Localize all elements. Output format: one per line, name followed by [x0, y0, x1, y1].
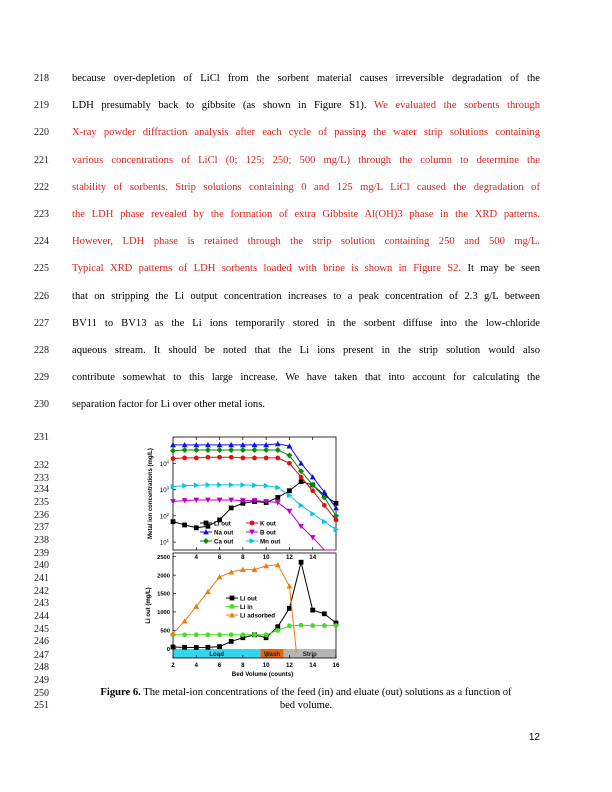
y-tick-label: 500 — [160, 628, 170, 635]
text-segment: BV11 to BV13 as the Li ions temporarily stored in the sorbent diffuse into the low-chloride — [72, 317, 540, 329]
y-tick-label: $10^3$ — [159, 485, 169, 495]
x-tick-label: 2 — [171, 662, 175, 669]
data-point — [252, 456, 257, 461]
y-axis-title: Metal ion concentrations (mg/L) — [148, 448, 154, 539]
highlighted-text: Typical XRD patterns of LDH sorbents loaded with brine is shown in Figure S2. — [72, 263, 462, 275]
data-point — [334, 517, 339, 522]
data-point — [310, 488, 315, 493]
data-point — [217, 455, 222, 460]
highlighted-text: However, LDH phase is retained through the strip solution containing 250 and 500 mg/L. — [72, 236, 540, 248]
legend-label: Li out — [240, 595, 257, 603]
text-segment: contribute somewhat to this large increase. We have taken that into account for calculating the — [72, 372, 540, 384]
y-axis-title: Li out (mg/L) — [146, 587, 152, 624]
x-tick-label: 12 — [285, 554, 293, 561]
legend-label: Li adsorbed — [240, 612, 276, 620]
data-point — [193, 447, 199, 453]
data-point — [205, 447, 211, 453]
data-point — [229, 455, 234, 460]
line-number: 240 — [34, 560, 49, 571]
data-point — [275, 456, 280, 461]
line-number: 227 — [34, 317, 49, 329]
figure-caption — [72, 686, 540, 712]
line-number: 236 — [34, 510, 49, 521]
data-point — [217, 482, 222, 488]
highlighted-text: various concentrations of LiCl (0; 125; 250; 500 mg/L) through the column to determine the — [72, 154, 540, 166]
data-point — [229, 506, 234, 511]
line-number: 222 — [34, 181, 49, 193]
data-point — [252, 447, 258, 453]
x-tick-label: 10 — [262, 554, 270, 561]
data-point — [171, 519, 176, 524]
line-number: 235 — [34, 497, 49, 508]
legend-label: Na out — [214, 529, 234, 537]
x-tick-label: 14 — [309, 554, 317, 561]
data-point — [182, 483, 187, 489]
line-number: 233 — [34, 473, 49, 484]
x-axis-title: Bed Volume (counts) — [231, 671, 294, 678]
data-point — [287, 583, 293, 588]
data-point — [206, 482, 211, 488]
data-point — [264, 632, 269, 637]
data-point — [322, 623, 327, 628]
legend-marker — [230, 596, 235, 601]
data-point — [275, 447, 281, 453]
y-tick-label: 1000 — [157, 610, 170, 617]
data-point — [217, 574, 223, 579]
line-number: 232 — [34, 460, 49, 471]
legend-marker — [230, 604, 235, 609]
y-tick-label: $10^1$ — [159, 538, 169, 547]
line-number: 224 — [34, 236, 49, 248]
data-point — [275, 495, 280, 500]
line-number: 243 — [34, 598, 49, 609]
highlighted-text: We evaluated the sorbents through — [373, 100, 540, 112]
data-point — [322, 611, 327, 616]
data-point — [287, 488, 292, 493]
highlighted-text: the LDH phase revealed by the formation of extra Gibbsite Al(OH)3 phase in the XRD patterns. — [72, 209, 540, 220]
line-number: 251 — [34, 700, 49, 711]
legend-label: Li out — [214, 520, 231, 528]
data-point — [182, 632, 187, 637]
text-segment: that on stripping the Li output concentration increases to a peak concentration of 2.3 g/L between — [72, 290, 540, 302]
line-number: 226 — [34, 290, 49, 302]
legend-label: Ca out — [214, 538, 234, 546]
data-point — [299, 475, 304, 480]
data-point — [182, 523, 187, 528]
data-point — [240, 482, 245, 488]
caption-text-2: bed volume. — [279, 700, 333, 711]
data-point — [182, 456, 187, 461]
data-point — [334, 623, 339, 628]
line-number: 250 — [34, 688, 49, 699]
data-point — [171, 456, 176, 461]
data-point — [194, 456, 199, 461]
line-number: 218 — [34, 73, 49, 84]
x-tick-label: 6 — [217, 662, 222, 669]
data-point — [170, 448, 176, 454]
x-tick-label: 8 — [241, 662, 245, 669]
data-point — [310, 608, 315, 613]
data-point — [322, 503, 327, 508]
data-point — [182, 447, 188, 453]
legend-marker — [250, 521, 255, 526]
data-point — [287, 624, 292, 629]
data-point — [206, 645, 211, 650]
x-tick-label: 4 — [194, 554, 199, 561]
legend-label: B out — [260, 529, 276, 537]
text-segment: aqueous stream. It should be noted that the Li ions present in the strip solution would also — [72, 345, 540, 356]
line-number: 230 — [34, 399, 49, 411]
text-segment: because over-depletion of LiCl from the sorbent material causes irreversible degradation of the — [72, 73, 540, 84]
line-number: 241 — [34, 573, 49, 584]
line-number: 249 — [34, 675, 49, 686]
highlighted-text: X-ray powder diffraction analysis after each cycle of passing the water strip solutions containing — [72, 127, 540, 139]
x-tick-label: 6 — [217, 554, 222, 561]
data-point — [287, 461, 292, 466]
data-point — [252, 482, 257, 488]
data-point — [171, 645, 176, 650]
data-point — [240, 447, 246, 453]
y-tick-label: 2000 — [157, 573, 170, 580]
line-number: 247 — [34, 650, 49, 661]
data-point — [240, 456, 245, 461]
line-number: 234 — [34, 484, 49, 495]
line-number: 223 — [34, 209, 49, 220]
data-point — [275, 628, 280, 633]
data-point — [194, 482, 199, 488]
series-line — [173, 482, 336, 528]
data-point — [228, 447, 234, 453]
legend-label: Mn out — [260, 538, 281, 546]
line-number: 225 — [34, 263, 49, 275]
series-line — [173, 565, 296, 653]
x-tick-label: 14 — [309, 662, 317, 669]
data-point — [229, 639, 234, 644]
line-number: 228 — [34, 345, 49, 356]
legend-marker — [204, 521, 209, 526]
series-line — [173, 457, 336, 520]
highlighted-text: stability of sorbents. Strip solutions containing 0 and 125 mg/L LiCl caused the degradation of — [72, 181, 540, 193]
series-line — [173, 500, 336, 550]
page-number: 12 — [528, 732, 540, 743]
data-point — [299, 623, 304, 628]
line-number: 237 — [34, 522, 49, 533]
data-point — [299, 560, 304, 565]
data-point — [229, 632, 234, 637]
line-number: 221 — [34, 154, 49, 166]
caption-text: The metal-ion concentrations of the feed (in) and eluate (out) solutions as a function of — [140, 687, 512, 698]
phase-label: Wash — [263, 651, 281, 658]
y-tick-label: 2500 — [157, 554, 170, 561]
text-segment: separation factor for Li over other metal ions. — [72, 399, 265, 411]
data-point — [263, 447, 269, 453]
legend-label: Li in — [240, 603, 253, 611]
data-point — [217, 632, 222, 637]
data-point — [252, 632, 257, 637]
legend-label: K out — [260, 520, 276, 528]
text-segment: LDH presumably back to gibbsite (as shown in Figure S1). — [72, 100, 374, 112]
line-number: 229 — [34, 372, 49, 384]
data-point — [206, 632, 211, 637]
data-point — [194, 632, 199, 637]
line-number: 246 — [34, 636, 49, 647]
line-number: 220 — [34, 127, 49, 139]
data-point — [217, 644, 222, 649]
line-number: 242 — [34, 586, 49, 597]
data-point — [264, 456, 269, 461]
line-number: 244 — [34, 611, 49, 622]
x-tick-label: 10 — [262, 662, 270, 669]
data-point — [182, 645, 187, 650]
top-panel-frame — [173, 437, 336, 550]
y-tick-label: 1500 — [157, 591, 170, 598]
legend-marker — [203, 538, 209, 544]
data-point — [240, 632, 245, 637]
phase-label: Strip — [302, 651, 317, 658]
x-tick-label: 8 — [241, 554, 245, 561]
data-point — [194, 525, 199, 530]
data-point — [299, 479, 304, 484]
line-number: 219 — [34, 100, 49, 112]
data-point — [264, 483, 269, 489]
x-tick-label: 16 — [332, 662, 340, 669]
data-point — [194, 645, 199, 650]
phase-label: Load — [209, 651, 225, 658]
legend-marker — [250, 538, 255, 544]
data-point — [310, 623, 315, 628]
x-tick-label: 4 — [194, 662, 199, 669]
line-number: 248 — [34, 662, 49, 673]
caption-label: Figure 6. — [100, 687, 141, 698]
text-segment: It may be seen — [461, 263, 540, 275]
y-tick-label: 0 — [166, 646, 170, 653]
line-number: 238 — [34, 535, 49, 546]
line-number: 231 — [34, 432, 49, 443]
line-number: 245 — [34, 624, 49, 635]
y-tick-label: $10^4$ — [159, 459, 169, 468]
data-point — [229, 482, 234, 488]
data-point — [217, 447, 223, 453]
y-tick-label: $10^2$ — [159, 511, 169, 521]
data-point — [206, 455, 211, 460]
x-tick-label: 12 — [285, 662, 293, 669]
line-number: 239 — [34, 548, 49, 559]
